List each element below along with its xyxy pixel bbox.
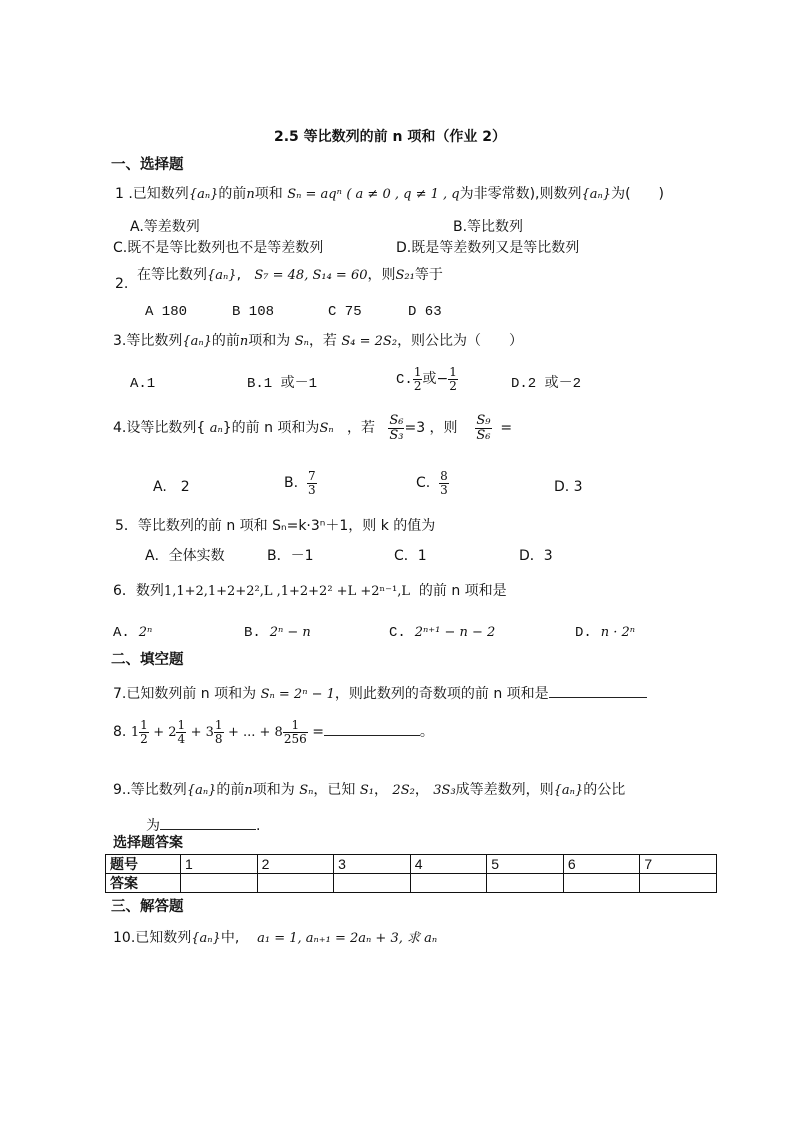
question-4-stem: 4.设等比数列{ aₙ}的前 n 项和为Sₙ ，若 $\frac{\text{S₆}}{\text{S₃}}$ =3 ，则 $\frac{\text{S₉}}{\text{S₆}}$ =: [113, 413, 513, 443]
fraction-1-8: $\frac{1}{8}$: [214, 718, 223, 746]
question-2-stem: 在等比数列{aₙ}, S₇ = 48, S₁₄ = 60，则S₂₁等于: [137, 267, 443, 283]
page-title: 2.5 等比数列的前 n 项和（作业 2）: [274, 129, 507, 145]
fraction-half: $\frac{1}{2}$: [449, 365, 457, 393]
answer-blank[interactable]: [160, 815, 256, 830]
question-4-option-a: A. 2: [153, 479, 190, 495]
question-number-cell: 1: [181, 855, 258, 874]
answer-table-label: 选择题答案: [113, 835, 183, 851]
answer-cell[interactable]: [181, 874, 258, 893]
answer-table-header: 答案: [106, 874, 181, 893]
question-number-cell: 5: [487, 855, 564, 874]
question-5-option-c: C．1: [394, 548, 427, 564]
question-1-option-a: A.等差数列: [130, 219, 200, 235]
question-3-option-c: C. $\frac{1}{2}$ 或− $\frac{1}{2}$: [396, 365, 457, 393]
question-6-stem: 6．数列1,1+2,1+2+2²,L ,1+2+2² +L +2ⁿ⁻¹,L 的前 n 项和是: [113, 583, 507, 599]
section-choice: 一、选择题: [111, 157, 184, 173]
question-3-option-d: D.2 或－2: [511, 376, 582, 392]
question-4-option-d: D. 3: [554, 479, 583, 495]
question-9-line2: 为 .: [146, 815, 260, 833]
answer-cell[interactable]: [487, 874, 564, 893]
question-6-option-b: B. 2ⁿ − n: [244, 625, 311, 641]
answer-table-header: 题号: [106, 855, 181, 874]
question-5-option-a: A．全体实数: [145, 548, 225, 564]
question-2-option-d: D 63: [408, 304, 442, 320]
question-3-stem: 3.等比数列{aₙ}的前n项和为 Sₙ，若 S₄ = 2S₂，则公比为（ ）: [113, 333, 524, 349]
section-fill-blank: 二、填空题: [111, 652, 184, 668]
question-6-option-d: D. n · 2ⁿ: [575, 625, 636, 641]
question-1-stem: 1 .已知数列{aₙ}的前n项和 Sₙ = aqⁿ ( a ≠ 0 , q ≠ 1 , q为非零常数),则数列{aₙ}为( ): [115, 186, 665, 202]
fraction-8-3: $\frac{8}{3}$: [440, 469, 448, 497]
question-1-option-c: C.既不是等比数列也不是等差数列: [113, 240, 324, 256]
fraction-1-2: $\frac{1}{2}$: [140, 718, 148, 746]
question-6-option-c: C. 2ⁿ⁺¹ − n − 2: [389, 625, 496, 641]
question-9-stem: 9..等比数列{aₙ}的前n项和为 Sₙ，已知 S₁， 2S₂， 3S₃成等差数列，则{aₙ}的公比: [113, 782, 626, 798]
fraction-7-3: $\frac{7}{3}$: [307, 469, 316, 497]
answer-cell[interactable]: [640, 874, 717, 893]
question-8-stem: 8. 1 $\frac{1}{2}$ + 2 $\frac{1}{4}$ + 3 $\frac{1}{8}$ + ... + 8 $\frac{1}{256}$ = 。: [113, 718, 434, 746]
question-5-stem: 5．等比数列的前 n 项和 Sₙ=k·3ⁿ＋1，则 k 的值为: [115, 518, 436, 534]
question-6-option-a: A. 2ⁿ: [113, 625, 153, 641]
question-2-number: 2.: [115, 276, 129, 292]
answer-blank[interactable]: [324, 721, 420, 736]
question-5-option-b: B．－1: [267, 548, 314, 564]
question-number-cell: 3: [334, 855, 411, 874]
question-4-option-b: B. $\frac{7}{3}$: [284, 469, 316, 497]
question-number-cell: 4: [410, 855, 487, 874]
question-number-cell: 6: [563, 855, 640, 874]
fraction-1-4: $\frac{1}{4}$: [177, 718, 186, 746]
question-1-option-b: B.等比数列: [453, 219, 524, 235]
question-2-option-c: C 75: [328, 304, 362, 320]
question-number-cell: 2: [257, 855, 334, 874]
table-row: [106, 874, 717, 893]
question-10-stem: 10.已知数列{aₙ}中, a₁ = 1, aₙ₊₁ = 2aₙ + 3, 求 aₙ: [113, 930, 438, 946]
answer-cell[interactable]: [563, 874, 640, 893]
question-2-option-a: A 180: [145, 304, 188, 320]
answer-table: [105, 854, 717, 893]
question-3-option-b: B.1 或－1: [247, 376, 318, 392]
answer-cell[interactable]: [410, 874, 487, 893]
question-7-stem: 7.已知数列前 n 项和为 Sₙ = 2ⁿ − 1，则此数列的奇数项的前 n 项和是: [113, 683, 647, 701]
question-3-option-a: A.1: [130, 376, 156, 392]
fraction-1-256: $\frac{1}{256}$: [283, 718, 307, 746]
question-2-option-b: B 108: [232, 304, 275, 320]
table-row: [106, 855, 717, 874]
question-number-cell: 7: [640, 855, 717, 874]
question-4-option-c: C. $\frac{8}{3}$: [416, 469, 448, 497]
fraction-s6-s3: $\frac{\text{S₆}}{\text{S₃}}$: [389, 413, 404, 443]
question-1-option-d: D.既是等差数列又是等比数列: [396, 240, 580, 256]
fraction-half: $\frac{1}{2}$: [413, 365, 422, 393]
section-solution: 三、解答题: [111, 899, 184, 915]
answer-cell[interactable]: [334, 874, 411, 893]
question-5-option-d: D．3: [519, 548, 553, 564]
fraction-s9-s6: $\frac{\text{S₉}}{\text{S₆}}$: [476, 413, 491, 443]
answer-cell[interactable]: [257, 874, 334, 893]
answer-blank[interactable]: [549, 683, 647, 698]
